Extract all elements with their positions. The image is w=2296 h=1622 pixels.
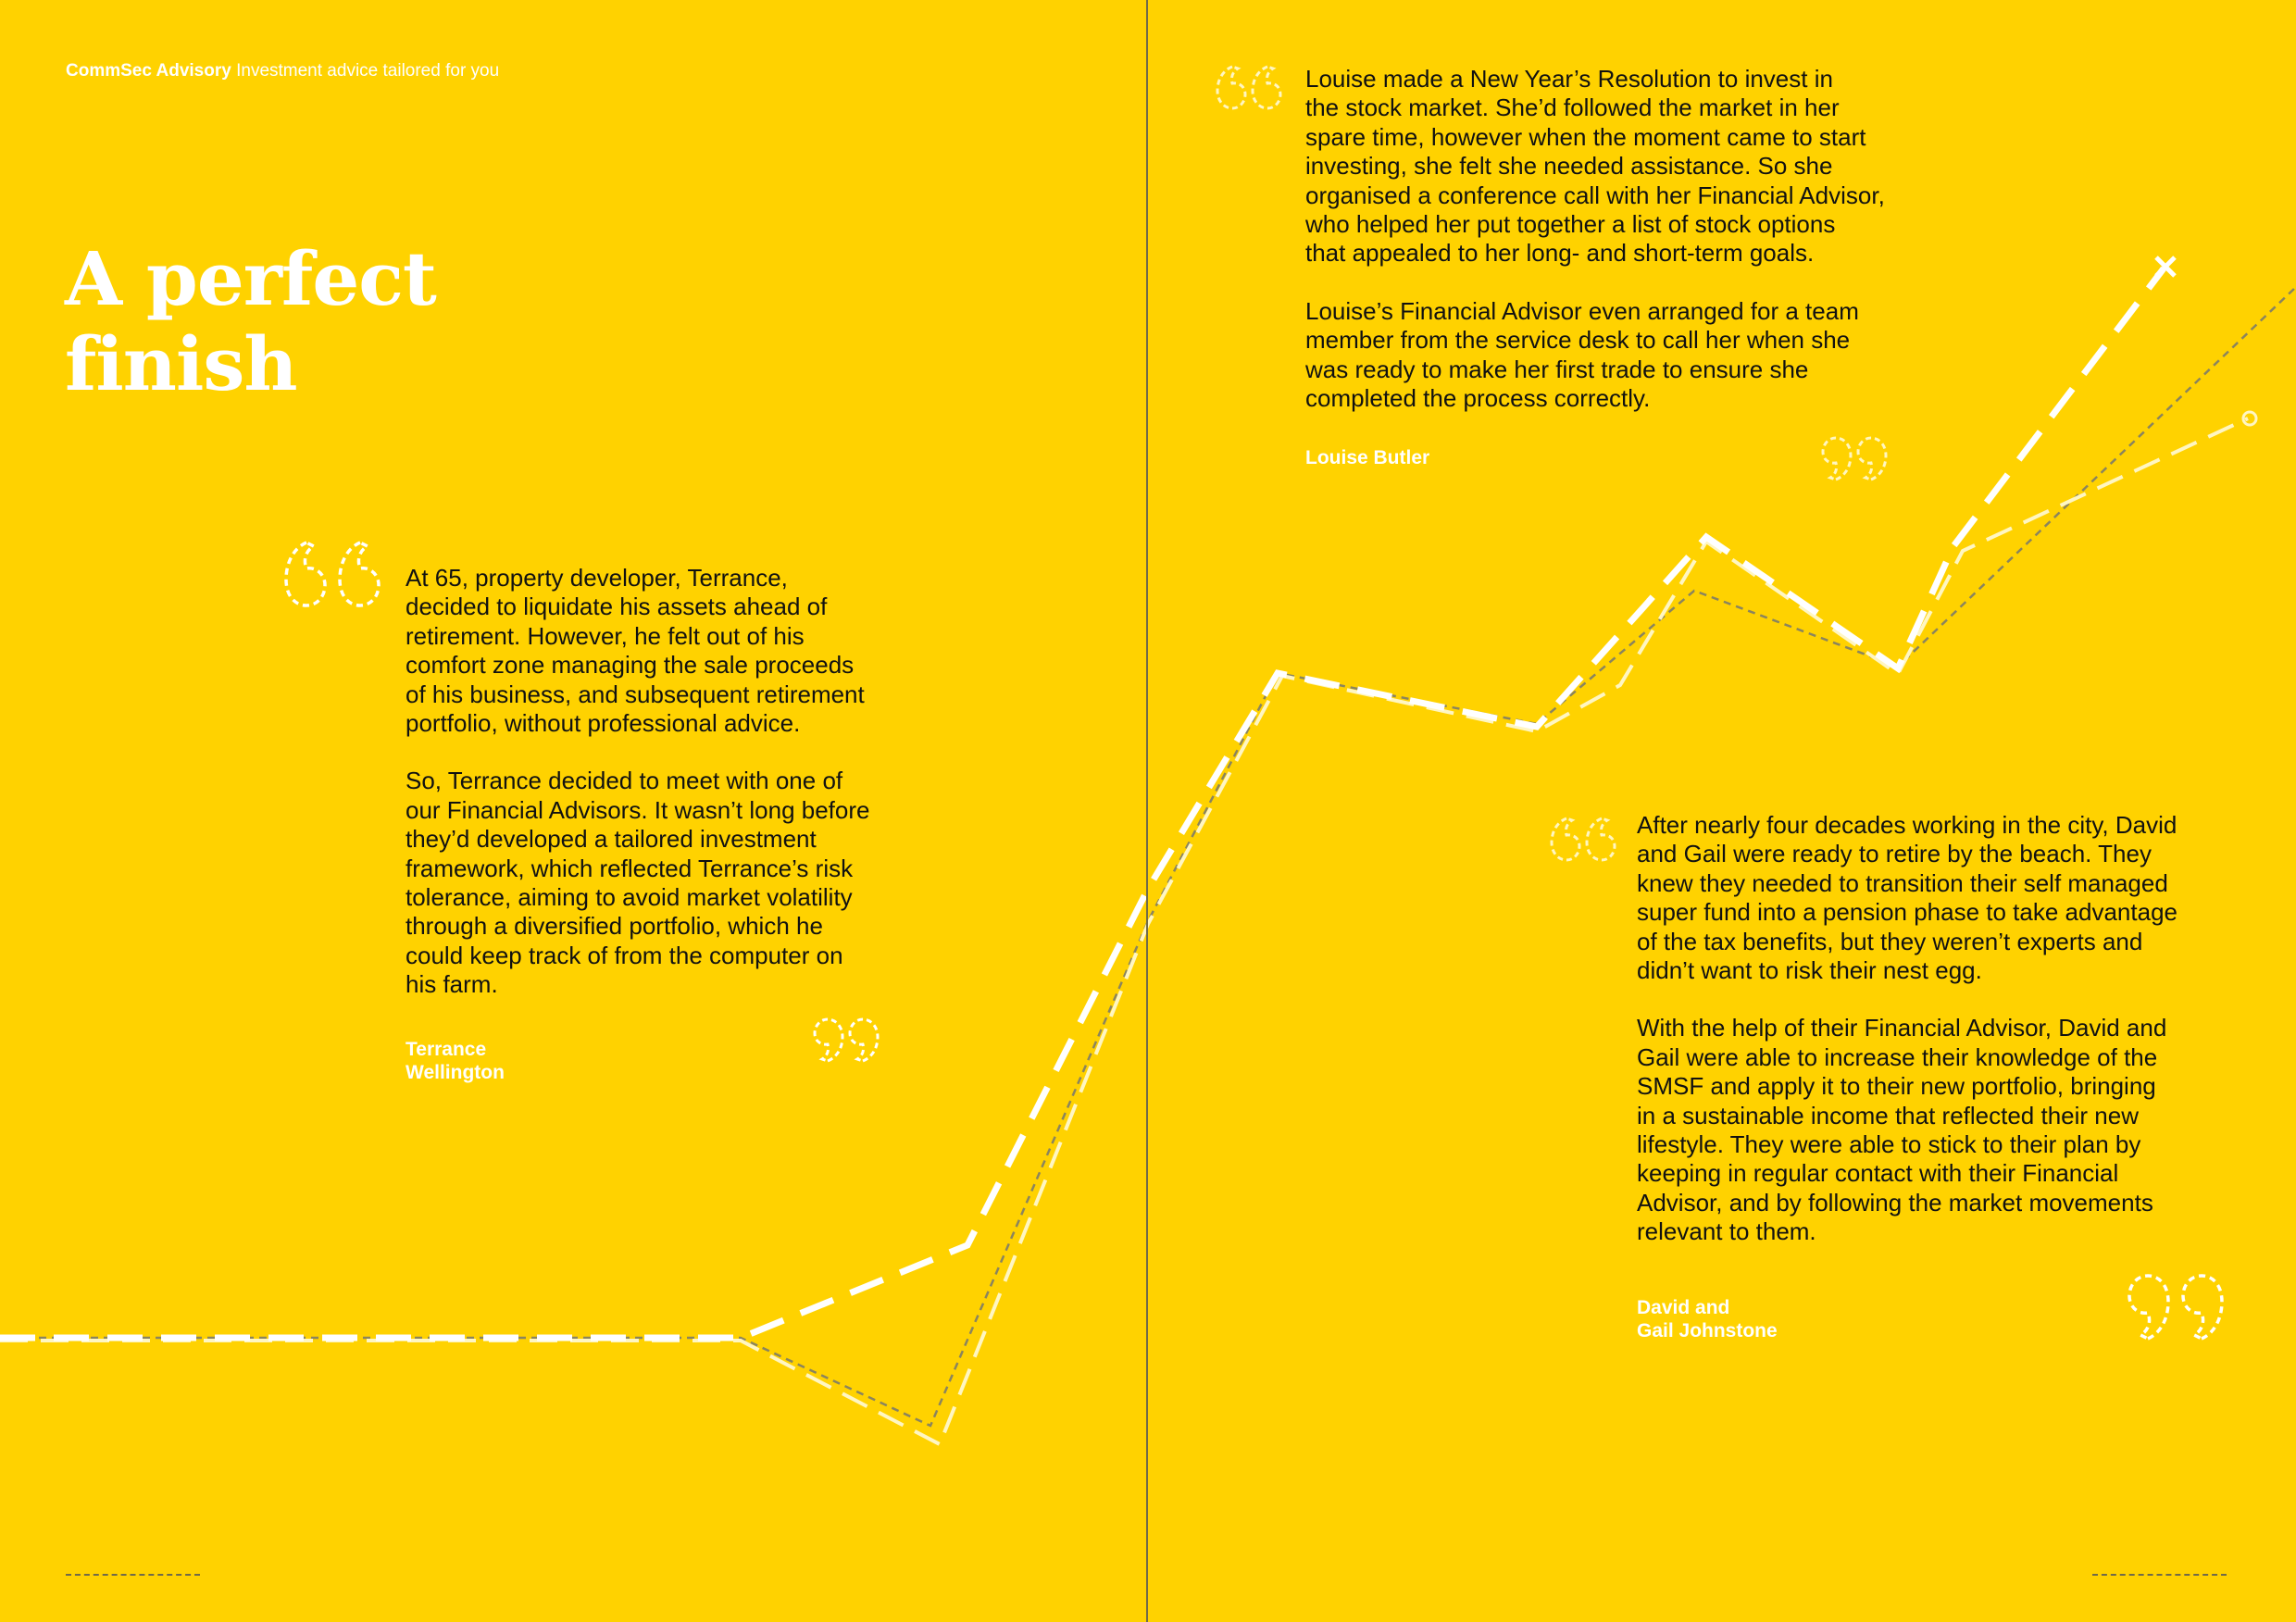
open-quote-icon [1216, 63, 1284, 111]
close-quote-icon [811, 1017, 880, 1065]
page-footer-rule-left [66, 1574, 200, 1576]
story-attribution: Louise Butler [1305, 447, 1430, 468]
story-paragraph: Louise’s Financial Advisor even arranged for a team member from the service desk to call her when she was ready to make her first trade to ensure she completed the process correctly. [1305, 296, 1859, 413]
story-paragraph: After nearly four decades working in the city, David and Gail were ready to retire by the beach. They knew they needed to transition their self managed super fund into a pension phase to take advantage of the tax benefits, but they weren’t experts and didn’t want to risk their nest egg. [1637, 811, 2177, 985]
story-louise [1305, 65, 1935, 442]
story-terrance [406, 564, 924, 1029]
story-paragraph: At 65, property developer, Terrance, decided to liquidate his assets ahead of retirement. However, he felt out of his comfort zone managing the sale proceeds of his business, and subsequent retirement portfolio, without professional advice. [406, 564, 865, 738]
close-quote-icon [1819, 435, 1888, 483]
story-david-gail [1637, 811, 2229, 1276]
tagline: Investment advice tailored for you [236, 61, 500, 81]
story-paragraph: Louise made a New Year’s Resolution to invest in the stock market. She’d followed the market in her spare time, however when the moment came to start investing, she felt she needed assistance. So she organised a conference call with her Financial Advisor, who helped her put together a list of stock options that appealed to her long- and short-term goals. [1305, 65, 1885, 268]
story-attribution: David and Gail Johnstone [1637, 1297, 1778, 1341]
title-line-1: A perfect [65, 235, 436, 322]
story-attribution: Terrance Wellington [406, 1039, 505, 1083]
running-header [66, 61, 499, 81]
open-quote-icon [281, 539, 384, 611]
cross-marker-icon [2156, 257, 2175, 276]
page-spine [1146, 0, 1148, 1622]
brand-name: CommSec Advisory [66, 61, 231, 81]
story-paragraph: So, Terrance decided to meet with one of our Financial Advisors. It wasn’t long before they’d developed a tailored investment framework, which reflected Terrance’s risk tolerance, aiming to avoid market volatility through a diversified portfolio, which he could keep track of from the computer on his farm. [406, 767, 870, 999]
close-quote-icon [2122, 1270, 2226, 1342]
page-title [65, 236, 436, 406]
story-paragraph: With the help of their Financial Advisor, David and Gail were able to increase their knowledge of the SMSF and apply it to their new portfolio, bringing in a sustainable income that reflected their new lifestyle. They were able to stick to their plan by keeping in regular contact with their Financial Advisor, and by following the market movements relevant to them. [1637, 1014, 2167, 1246]
page-footer-rule-right [2092, 1574, 2227, 1576]
title-line-2: finish [65, 320, 297, 407]
open-quote-icon [1550, 815, 1618, 863]
